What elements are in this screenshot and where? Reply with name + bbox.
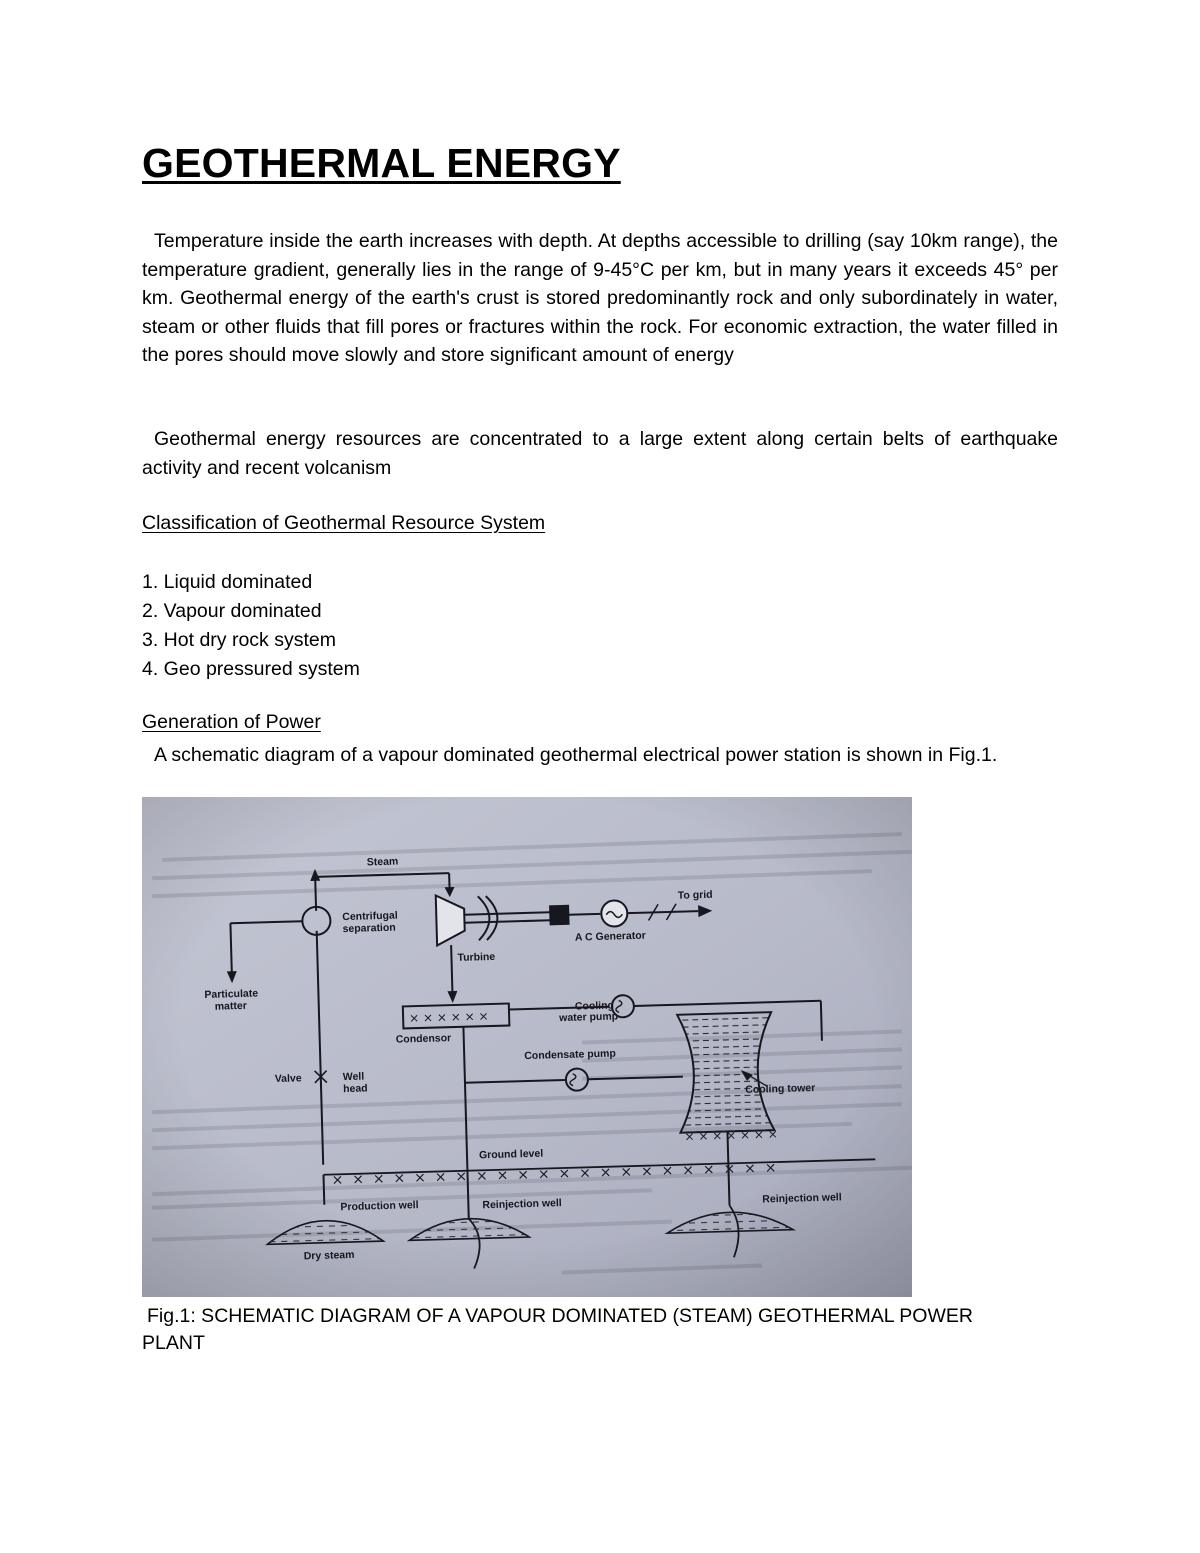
intro-paragraph: Temperature inside the earth increases with depth. At depths accessible to drilling (say 10km range), the temperature gradient, generally lies in the range of 9-45°C per km, but in many years it exceeds 45° per km. Geothermal energy of the earth's crust is stored predominantly rock and only subordinately in water, steam or other fluids that fill pores or fractures within the rock. For economic extraction, the water filled in the pores should move slowly and store significant amount of energy [142, 230, 1058, 367]
schematic-diagram [142, 797, 912, 1297]
generation-heading: Generation of Power [142, 711, 321, 733]
list-item: 2. Vapour dominated [142, 600, 322, 622]
list-item: 3. Hot dry rock system [142, 629, 336, 651]
figure-caption: Fig.1: SCHEMATIC DIAGRAM OF A VAPOUR DOMINATED (STEAM) GEOTHERMAL POWER PLANT [142, 1305, 973, 1354]
photo-vignette [142, 797, 912, 1297]
list-item: 1. Liquid dominated [142, 571, 313, 593]
list-item: 4. Geo pressured system [142, 658, 360, 680]
classification-heading: Classification of Geothermal Resource System [142, 512, 546, 534]
resources-paragraph: Geothermal energy resources are concentrated to a large extent along certain belts of earthquake activity and recent volcanism [142, 428, 1058, 479]
page-title: GEOTHERMAL ENERGY [142, 140, 621, 186]
generation-paragraph: A schematic diagram of a vapour dominated geothermal electrical power station is shown in Fig.1. [154, 744, 998, 766]
classification-list [142, 568, 360, 684]
